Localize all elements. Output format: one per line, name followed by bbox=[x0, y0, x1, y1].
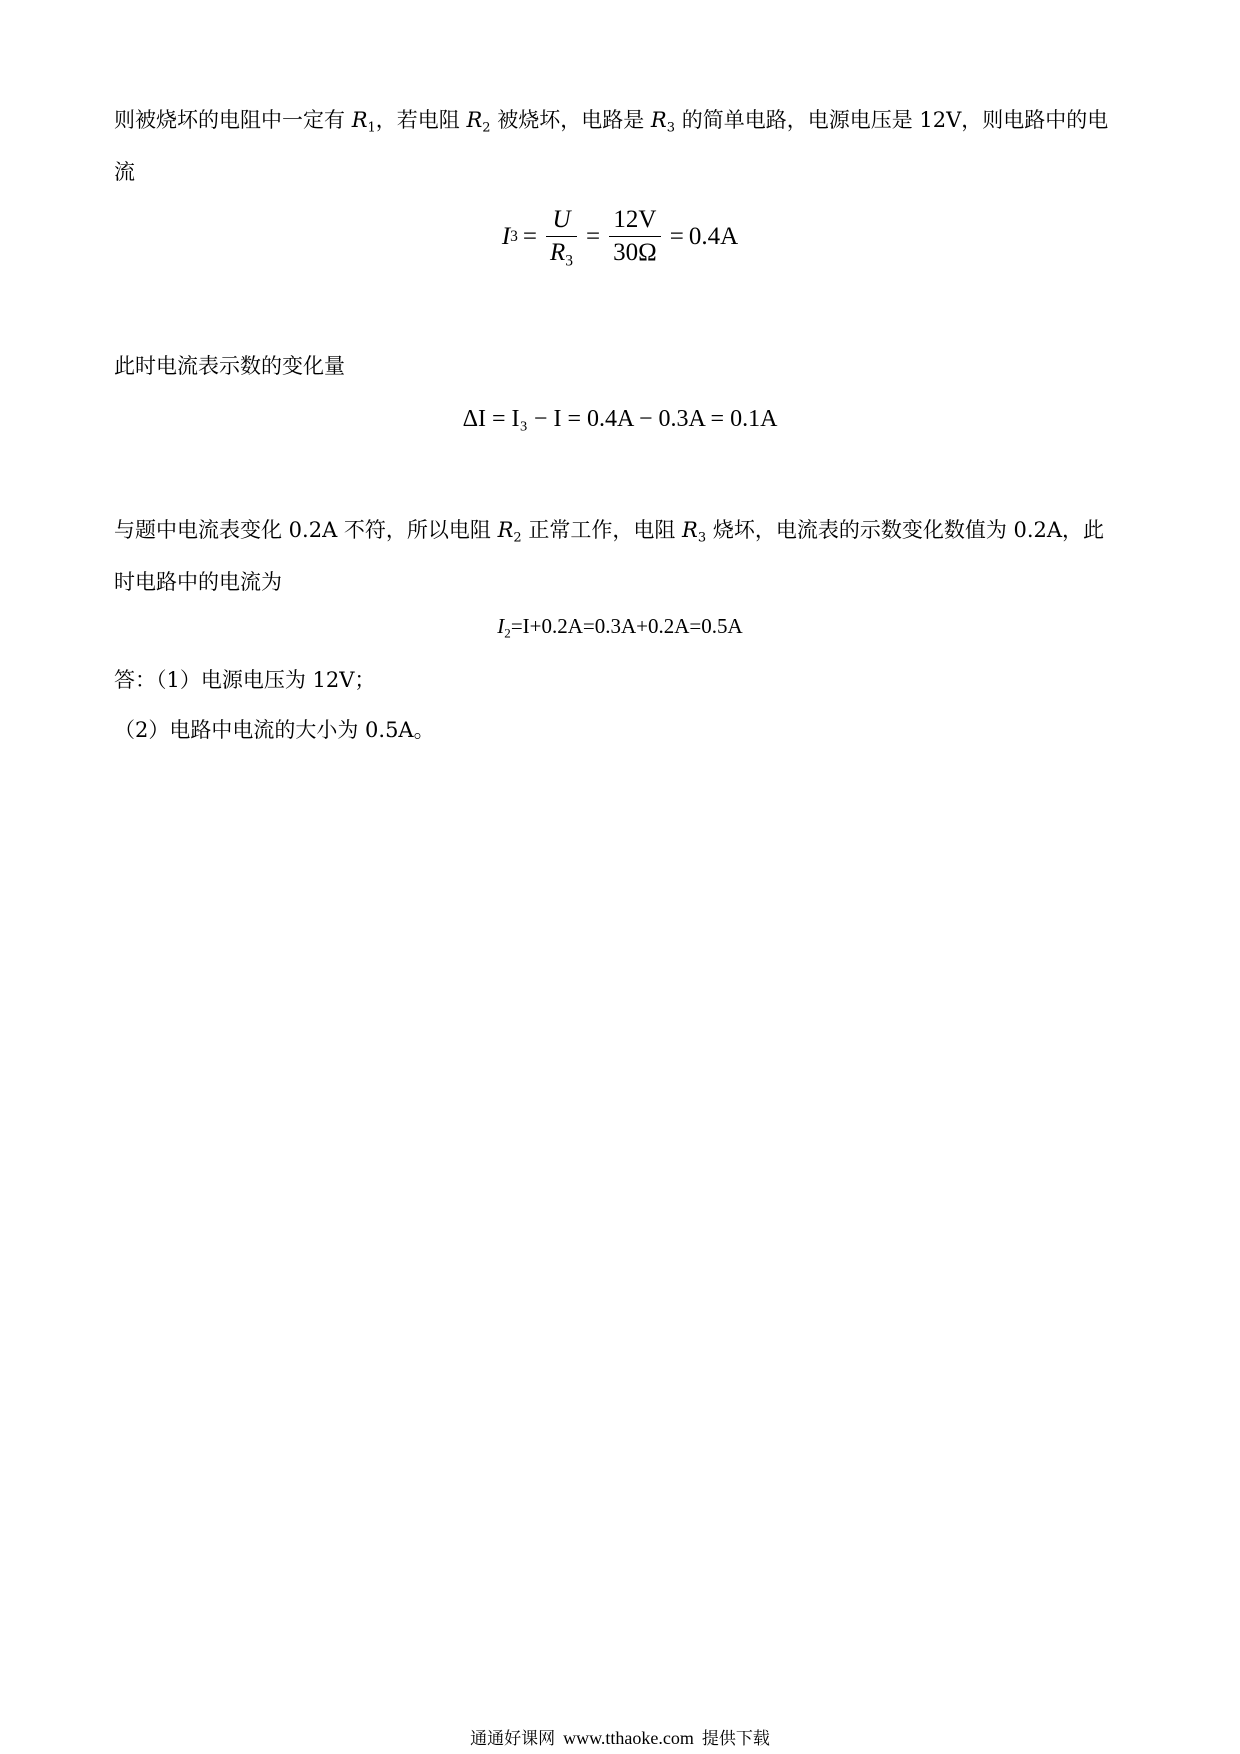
symbol-r3: R bbox=[650, 108, 667, 132]
footer-site-name: 通通好课网 bbox=[470, 1729, 556, 1749]
fraction-numerator: U bbox=[552, 206, 571, 233]
symbol-r2: R bbox=[466, 108, 483, 132]
footer-url: www.tthaoke.com bbox=[563, 1728, 694, 1748]
subscript: 2 bbox=[482, 120, 491, 136]
symbol-r: R bbox=[550, 239, 566, 266]
footer-suffix: 提供下载 bbox=[701, 1729, 770, 1749]
symbol-r1: R bbox=[351, 108, 368, 132]
subscript: 3 bbox=[697, 530, 707, 546]
subscript: 3 bbox=[565, 252, 574, 270]
symbol-r3: R bbox=[682, 518, 698, 542]
text-segment: 正常工作，电阻 bbox=[521, 518, 683, 542]
answer-line-1: 答：（1）电源电压为 12V； bbox=[114, 668, 376, 692]
symbol-i: I bbox=[497, 614, 505, 638]
text-segment: ，若电阻 bbox=[375, 108, 467, 132]
subscript: 2 bbox=[504, 625, 511, 641]
equation-result: 0.4A bbox=[688, 222, 739, 250]
equation-current-i2 bbox=[0, 614, 1240, 639]
equals-sign: = bbox=[669, 222, 684, 250]
subscript: 3 bbox=[666, 120, 676, 136]
equation-delta-i: ΔI = I₃ − I = 0.4A − 0.3A = 0.1A bbox=[462, 406, 778, 432]
equation-current-i3: I 3 = $\frac{U}{R_3}$ = $\frac{12V}{30\Omega}$ = 0.4A bbox=[501, 206, 739, 270]
paragraph-burned-resistor bbox=[114, 94, 1124, 198]
text-segment: 则被烧坏的电阻中一定有 bbox=[114, 108, 352, 132]
text-segment: 被烧坏，电路是 bbox=[490, 108, 651, 132]
fraction-denominator bbox=[546, 236, 577, 270]
equals-sign: = bbox=[522, 222, 538, 250]
subscript: 1 bbox=[367, 120, 376, 136]
fraction-denominator: 30Ω bbox=[609, 236, 661, 267]
paragraph-conclusion bbox=[114, 504, 1124, 608]
symbol-r2: R bbox=[497, 518, 514, 542]
symbol-i: I bbox=[501, 222, 511, 250]
page-footer bbox=[0, 1724, 1240, 1749]
equation-rhs: =I+0.2A=0.3A+0.2A=0.5A bbox=[510, 614, 743, 638]
fraction-12v-over-30ohm bbox=[609, 206, 661, 267]
text-segment: 的简单电路，电源电压是 12V，则电路中的电流 bbox=[114, 108, 1109, 184]
subscript: 2 bbox=[513, 530, 522, 546]
equals-sign: = bbox=[586, 222, 601, 250]
paragraph-change-amount: 此时电流表示数的变化量 bbox=[114, 354, 345, 378]
text-segment: 与题中电流表变化 0.2A 不符，所以电阻 bbox=[114, 518, 498, 542]
fraction-numerator: 12V bbox=[613, 206, 657, 233]
fraction-u-over-r3 bbox=[546, 206, 577, 270]
text-segment: 烧坏，电流表的示数变化数值为 0.2A，此时电路中的电流为 bbox=[114, 518, 1105, 594]
answer-line-2: （2）电路中电流的大小为 0.5A。 bbox=[114, 718, 435, 742]
